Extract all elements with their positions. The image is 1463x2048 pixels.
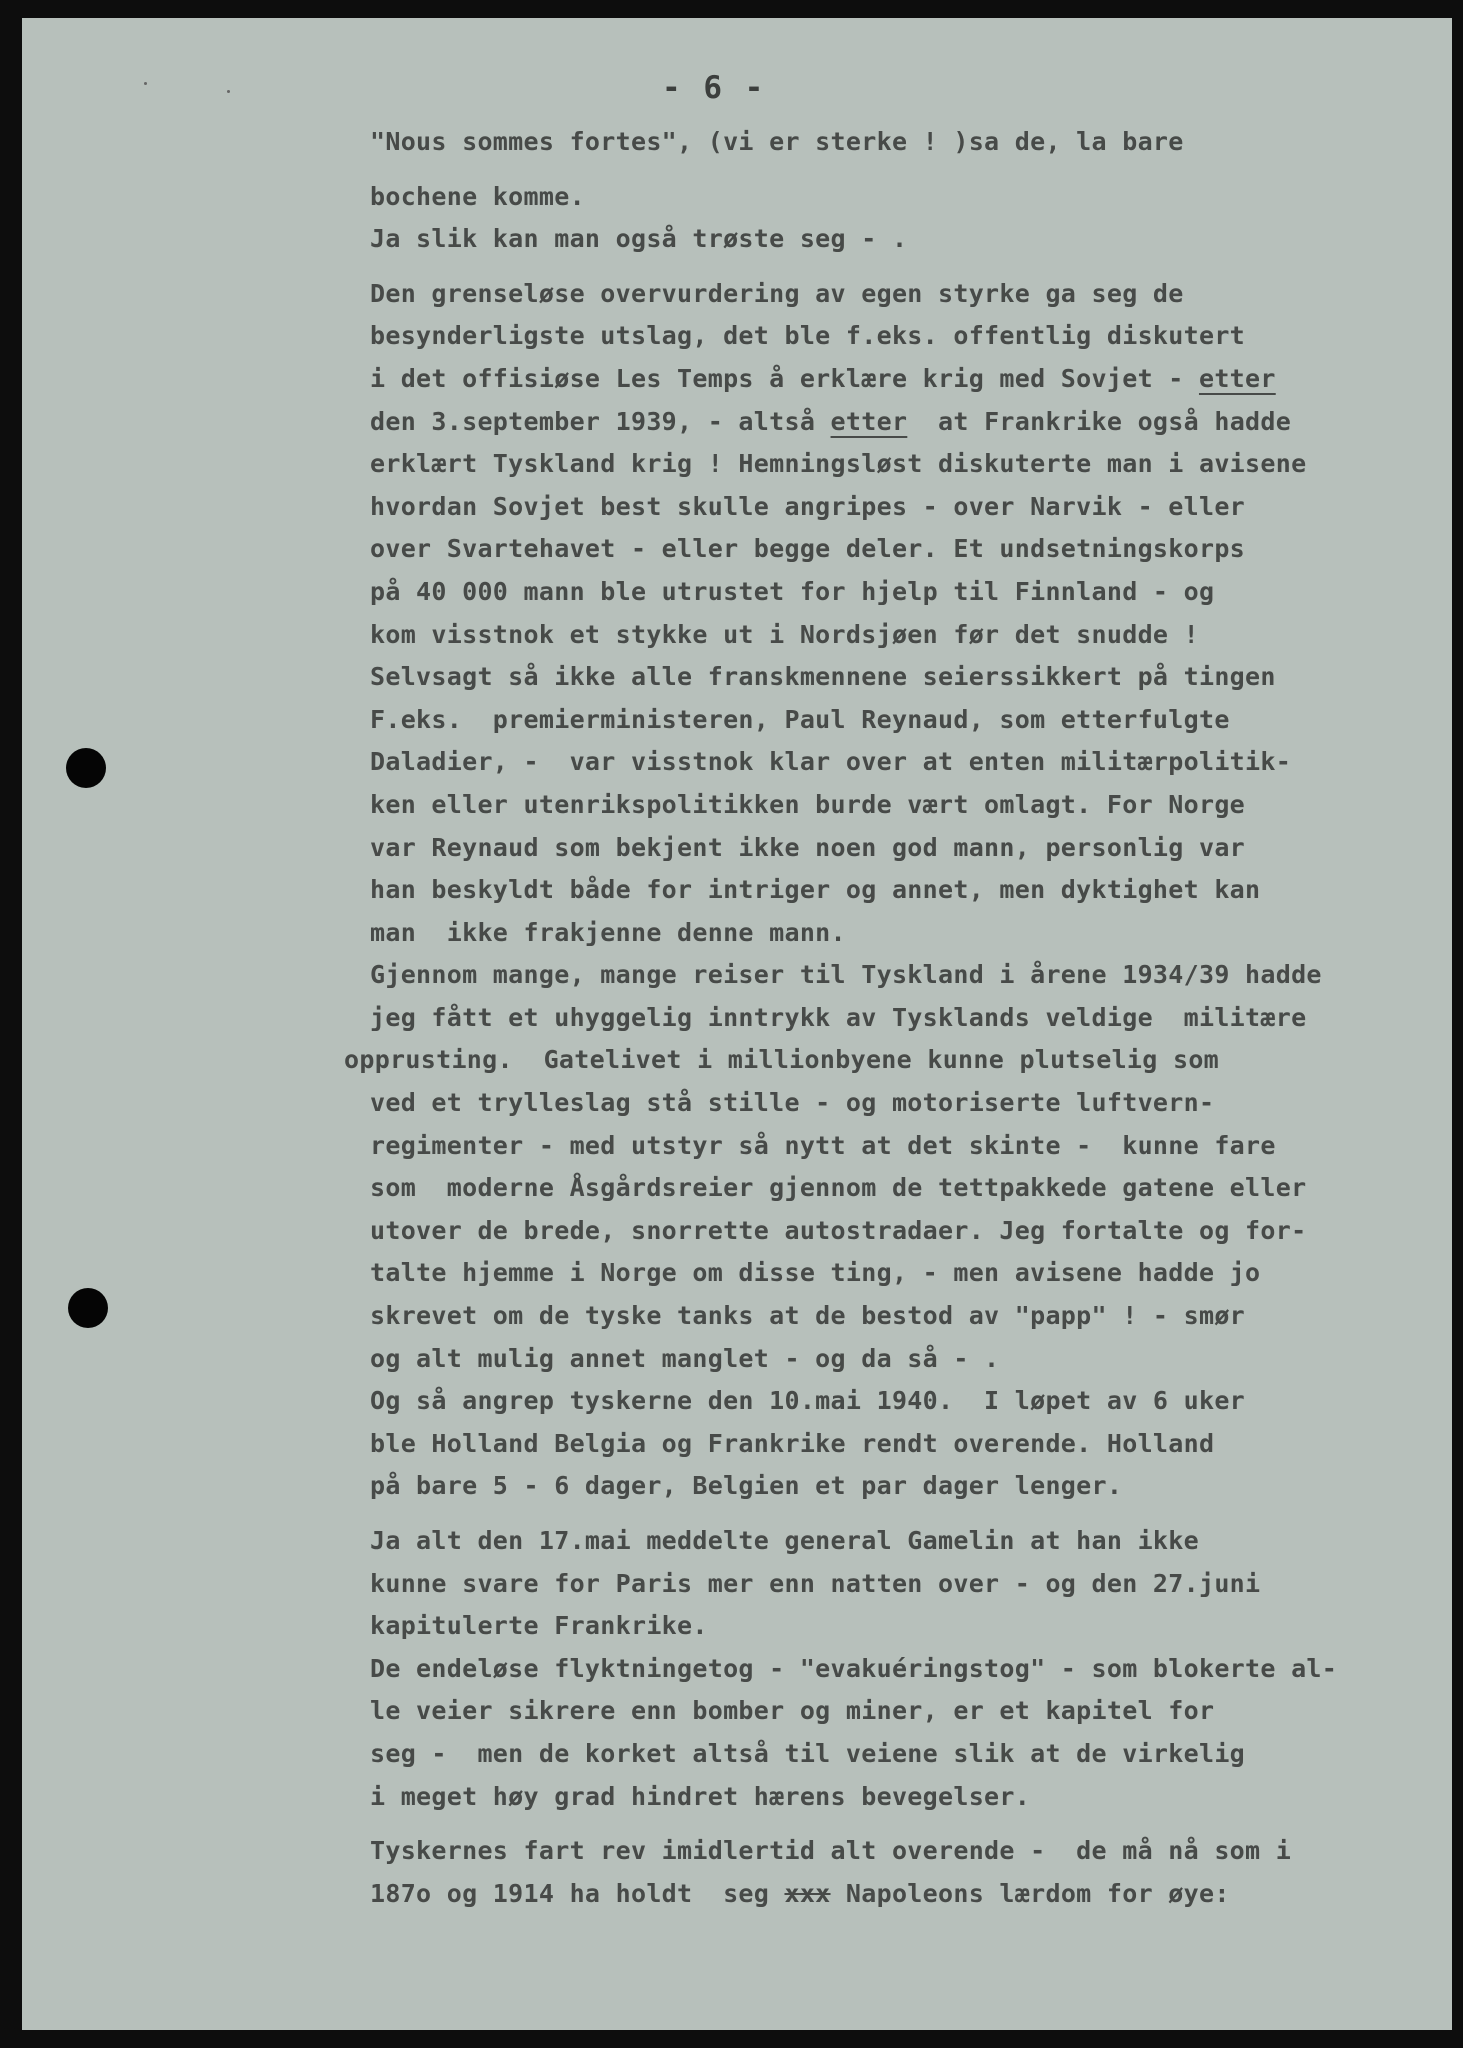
text-segment: at Frankrike også hadde: [907, 406, 1292, 436]
text-line: [370, 358, 1452, 401]
text-line: som moderne Åsgårdsreier gjennom de tettpakkede gatene eller: [370, 1173, 1307, 1203]
text-line: over Svartehavet - eller begge deler. Et undsetningskorps: [370, 534, 1246, 564]
document-page: [22, 18, 1452, 2030]
text-segment: Napoleons lærdom for øye:: [830, 1878, 1230, 1908]
text-line: erklært Tyskland krig ! Hemningsløst diskuterte man i avisene: [370, 449, 1307, 479]
text-line: ken eller utenrikspolitikken burde vært omlagt. For Norge: [370, 789, 1246, 819]
paper-speck: [144, 82, 147, 85]
text-line: kapitulerte Frankrike.: [370, 1611, 708, 1641]
text-line: på 40 000 mann ble utrustet for hjelp til Finnland - og: [370, 576, 1215, 606]
struck-out-text: xxx: [784, 1878, 831, 1908]
underlined-word: etter: [830, 406, 908, 436]
text-line: [370, 1873, 1452, 1916]
text-line: på bare 5 - 6 dager, Belgien et par dager lenger.: [370, 1471, 1123, 1501]
text-line: De endeløse flyktningetog - "evakuéringstog" - som blokerte al-: [370, 1653, 1338, 1683]
text-line: Ja slik kan man også trøste seg - .: [370, 224, 908, 254]
text-line: bochene komme.: [370, 181, 585, 211]
text-line: opprusting. Gatelivet i millionbyene kunne plutselig som: [344, 1045, 1220, 1075]
text-line: ved et trylleslag stå stille - og motoriserte luftvern-: [370, 1088, 1215, 1118]
typewritten-body: [332, 121, 1452, 1915]
text-line: kunne svare for Paris mer enn natten over - og den 27.juni: [370, 1568, 1261, 1598]
text-line: kom visstnok et stykke ut i Nordsjøen før det snudde !: [370, 619, 1199, 649]
text-line: F.eks. premierministeren, Paul Reynaud, som etterfulgte: [370, 704, 1230, 734]
text-line: Ja alt den 17.mai meddelte general Gamelin at han ikke: [370, 1526, 1199, 1555]
text-line: Selvsagt så ikke alle franskmennene seierssikkert på tingen: [370, 662, 1276, 692]
text-line: Den grenseløse overvurdering av egen styrke ga seg de: [370, 278, 1184, 308]
text-line: Tyskernes fart rev imidlertid alt overende - de må nå som i: [370, 1836, 1292, 1866]
text-line: skrevet om de tyske tanks at de bestod av "papp" ! - smør: [370, 1301, 1246, 1331]
text-line: besynderligste utslag, det ble f.eks. offentlig diskutert: [370, 321, 1246, 351]
text-line: seg - men de korket altså til veiene slik at de virkelig: [370, 1738, 1246, 1768]
text-line: jeg fått et uhyggelig inntrykk av Tysklands veldige militære: [370, 1002, 1307, 1032]
text-line: og alt mulig annet manglet - og da så - .: [370, 1343, 1000, 1373]
text-line: regimenter - med utstyr så nytt at det skinte - kunne fare: [370, 1130, 1276, 1160]
text-line: hvordan Sovjet best skulle angripes - over Narvik - eller: [370, 491, 1246, 521]
text-line: talte hjemme i Norge om disse ting, - men avisene hadde jo: [370, 1258, 1261, 1288]
text-segment: 187o og 1914 ha holdt seg: [370, 1878, 785, 1908]
text-line: i meget høy grad hindret hærens bevegelser.: [370, 1781, 1031, 1811]
paper-speck: [227, 90, 230, 93]
punch-hole: [68, 1288, 108, 1328]
text-line: man ikke frakjenne denne mann.: [370, 917, 846, 947]
text-line: Og så angrep tyskerne den 10.mai 1940. I løpet av 6 uker: [370, 1386, 1246, 1416]
underlined-word: etter: [1198, 363, 1276, 393]
text-segment: den 3.september 1939, - altså: [370, 406, 831, 436]
text-line: [370, 401, 1452, 444]
punch-hole: [66, 748, 106, 788]
text-line: var Reynaud som bekjent ikke noen god mann, personlig var: [370, 832, 1246, 862]
text-line: "Nous sommes fortes", (vi er sterke ! )sa de, la bare: [370, 127, 1184, 156]
text-segment: i det offisiøse Les Temps å erklære krig med Sovjet -: [370, 363, 1199, 393]
page-number: - 6 -: [662, 70, 766, 106]
text-line: ble Holland Belgia og Frankrike rendt overende. Holland: [370, 1428, 1215, 1458]
text-line: utover de brede, snorrette autostradaer. Jeg fortalte og for-: [370, 1215, 1307, 1245]
text-line: han beskyldt både for intriger og annet, men dyktighet kan: [370, 875, 1261, 905]
text-line: Gjennom mange, mange reiser til Tyskland i årene 1934/39 hadde: [370, 960, 1322, 990]
text-line: Daladier, - var visstnok klar over at enten militærpolitik-: [370, 747, 1292, 777]
text-line: le veier sikrere enn bomber og miner, er et kapitel for: [370, 1696, 1215, 1726]
